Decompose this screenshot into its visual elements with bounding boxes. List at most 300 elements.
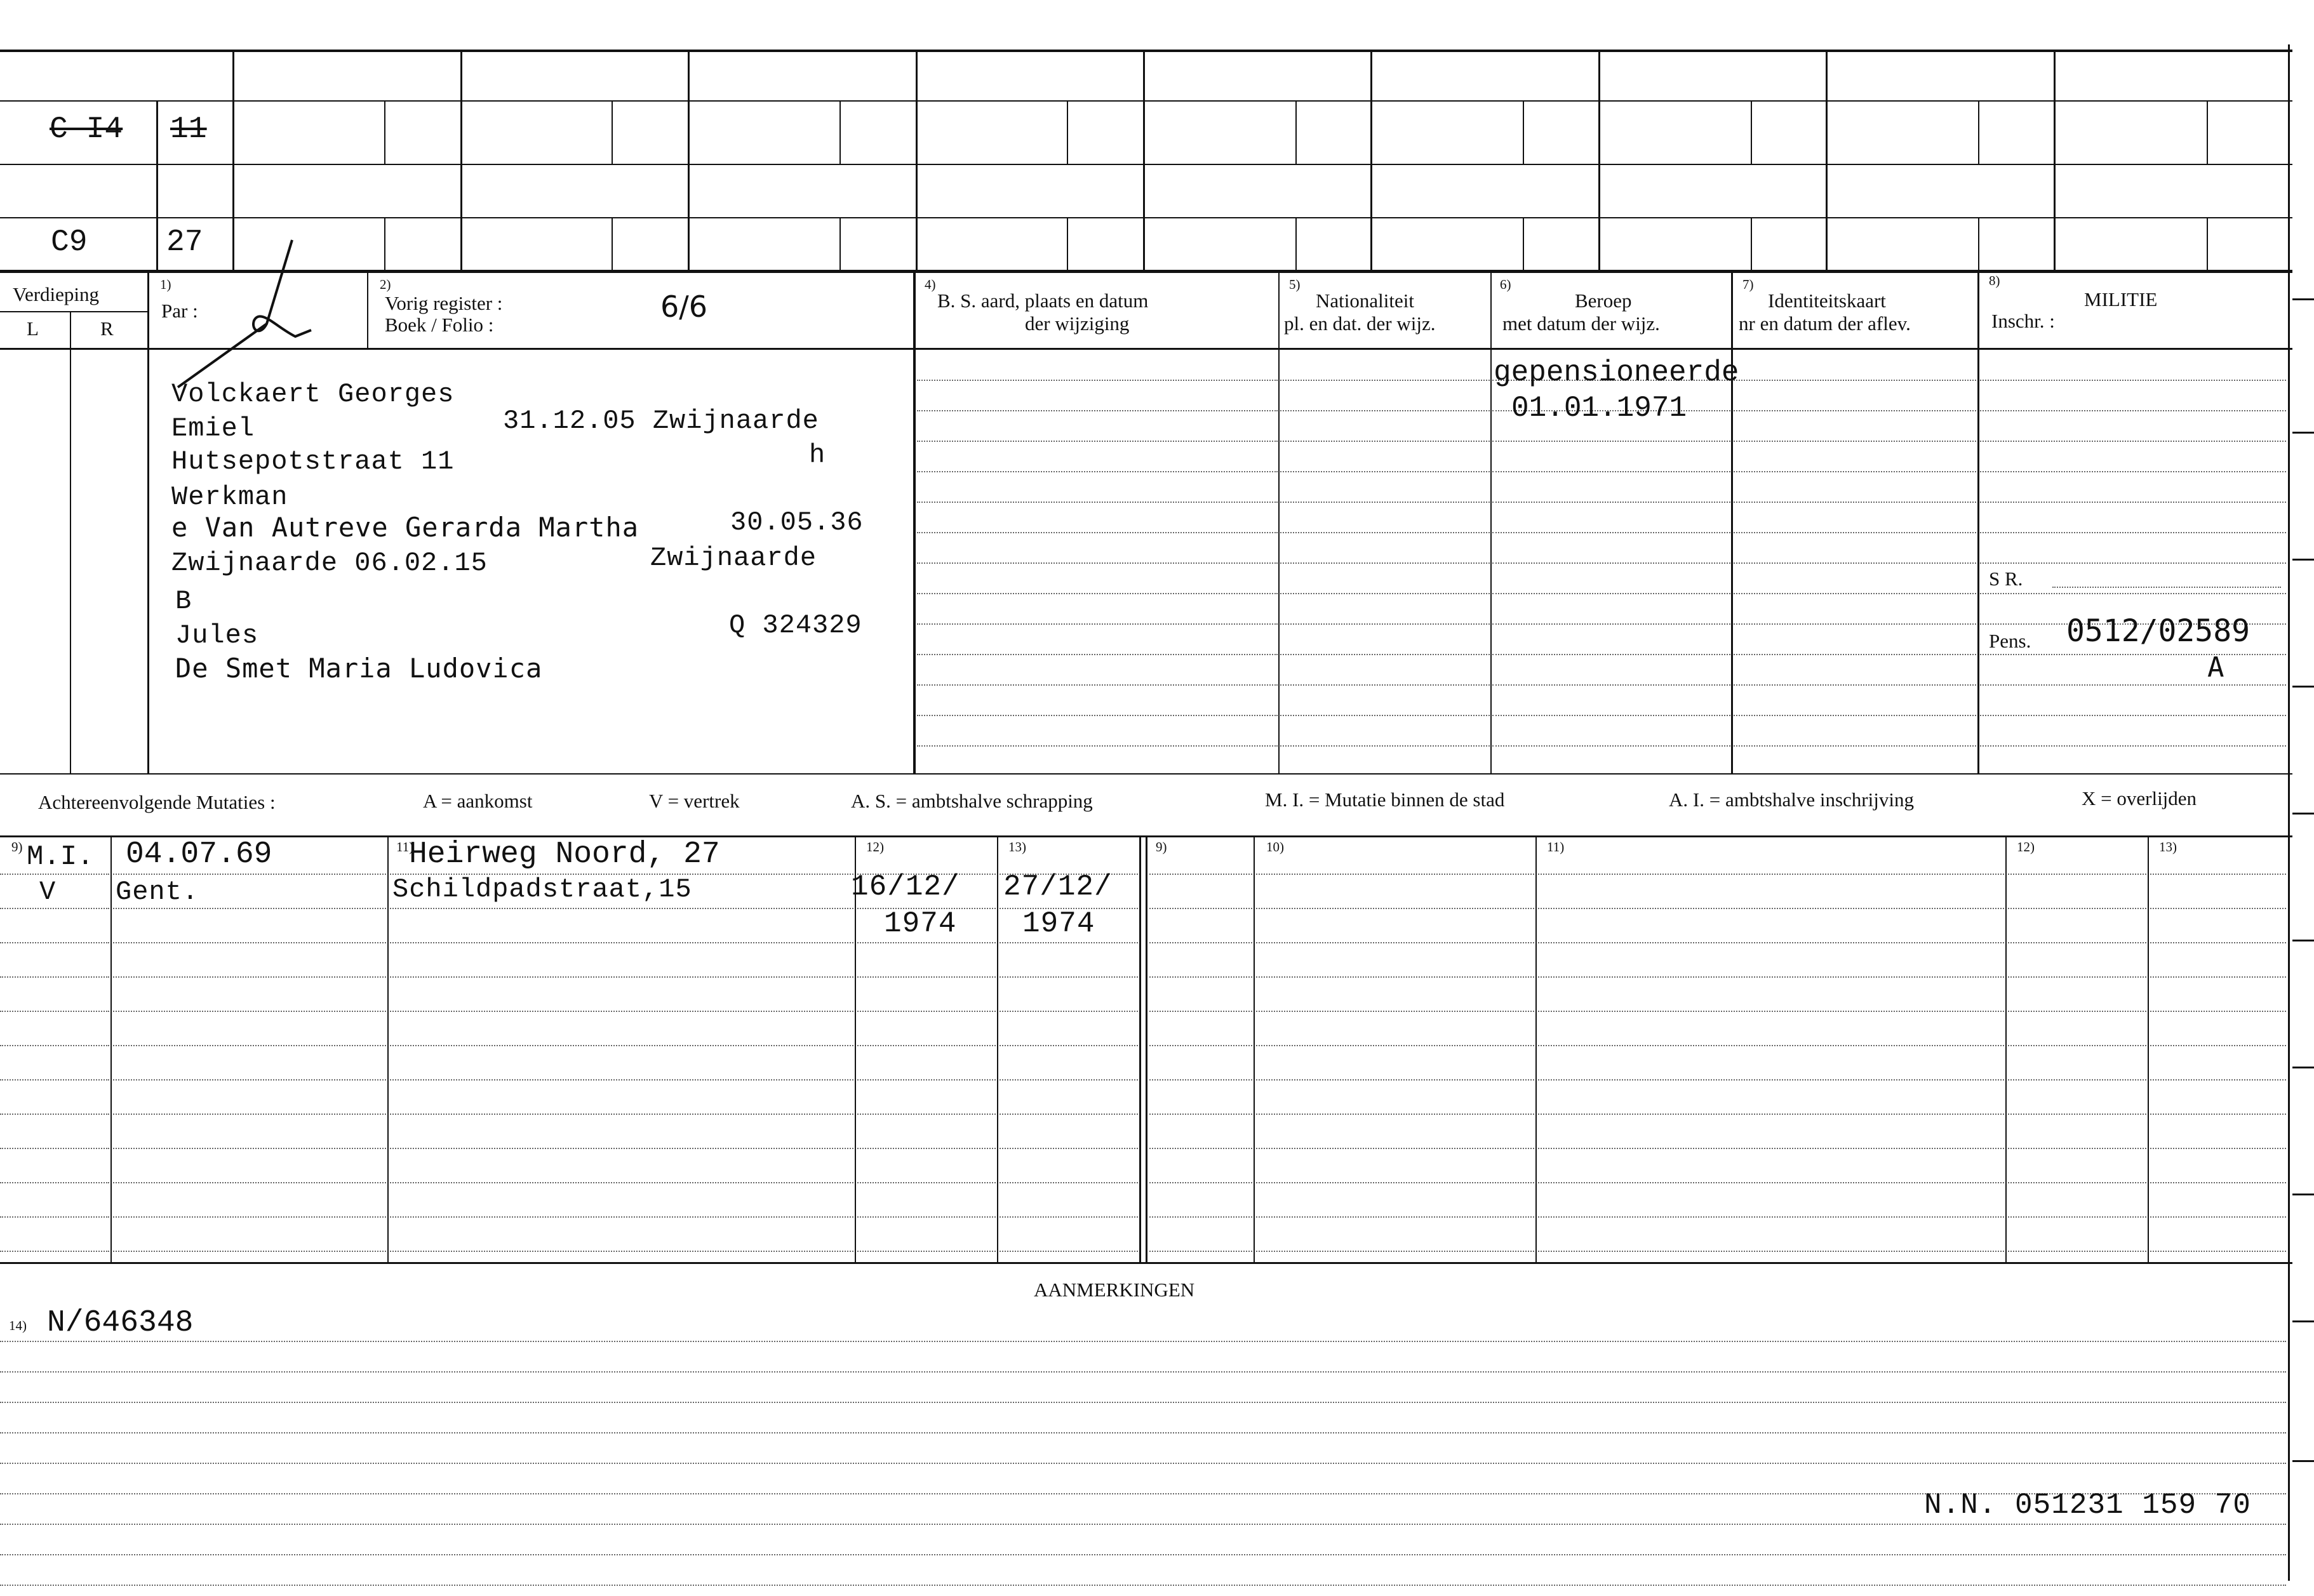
dotted-line (1256, 1216, 1534, 1218)
boek-folio-label: Boek / Folio : (385, 314, 494, 336)
person-spouse-birth: Zwijnaarde 06.02.15 (171, 548, 488, 578)
dotted-line (2008, 1216, 2146, 1218)
dotted-line (1538, 1045, 2004, 1046)
dotted-line (1149, 942, 1252, 943)
dotted-line (390, 1251, 853, 1252)
divider (0, 348, 2292, 350)
note-1: 1) (160, 277, 171, 292)
dotted-line (113, 1251, 386, 1252)
note-2: 2) (380, 277, 391, 292)
divider (2005, 837, 2007, 1263)
dotted-line (1280, 380, 1490, 381)
code-left: C9 (51, 225, 88, 260)
dotted-line (390, 908, 853, 909)
dotted-line (2008, 1079, 2146, 1081)
dotted-line (1980, 715, 2286, 716)
dotted-line (1280, 684, 1490, 686)
dotted-line (1256, 942, 1534, 943)
dotted-line (917, 471, 1278, 472)
dotted-line (1734, 745, 1976, 747)
col-note-12b: 12) (2017, 839, 2035, 855)
dotted-line (0, 1371, 2286, 1373)
legend-title: Achtereenvolgende Mutaties : (38, 791, 276, 813)
person-h: h (809, 440, 826, 470)
dotted-line (390, 1182, 853, 1183)
mutatie-date-1: 04.07.69 (126, 837, 272, 872)
divider (1490, 273, 1492, 775)
dotted-line (1000, 1182, 1138, 1183)
dotted-line (2150, 1114, 2286, 1115)
national-number: N.N. 051231 159 70 (1924, 1489, 2251, 1522)
dotted-line (1980, 654, 2286, 655)
dotted-line (0, 1463, 2286, 1464)
dotted-line (1492, 745, 1730, 747)
divider (1254, 837, 1255, 1263)
nationaliteit-header-1: Nationaliteit (1316, 289, 1414, 312)
dotted-line (1734, 684, 1976, 686)
divider (0, 50, 2292, 52)
note-14: 14) (9, 1318, 27, 1333)
dotted-line (1149, 908, 1252, 909)
dotted-line (1492, 441, 1730, 442)
divider (1751, 100, 1752, 164)
dotted-line (1149, 976, 1252, 978)
dotted-line (113, 1011, 386, 1012)
par-label: Par : (161, 300, 198, 322)
dotted-line (1149, 1011, 1252, 1012)
dotted-line (1492, 684, 1730, 686)
dotted-line (1280, 471, 1490, 472)
divider (384, 217, 385, 272)
dotted-line (1538, 976, 2004, 978)
divider (1535, 837, 1537, 1263)
col-note-10b: 10) (1266, 839, 1284, 855)
dotted-line (857, 1045, 996, 1046)
margin-tick (2292, 559, 2314, 561)
dotted-line (1149, 1045, 1252, 1046)
divider (1295, 100, 1297, 164)
inschr-label: Inschr. : (1991, 310, 2055, 332)
dotted-line (1256, 976, 1534, 978)
dotted-line (1492, 502, 1730, 503)
dotted-line (1000, 1079, 1138, 1081)
dotted-line (917, 684, 1278, 686)
divider (1978, 100, 1979, 164)
dotted-line (1280, 654, 1490, 655)
divider (1370, 51, 1372, 272)
dotted-line (2150, 1011, 2286, 1012)
dotted-line (917, 593, 1278, 594)
dotted-line (113, 908, 386, 909)
divider (1977, 273, 1979, 775)
divider (70, 311, 71, 775)
divider (384, 100, 385, 164)
dotted-line (113, 1148, 386, 1149)
dotted-line (1980, 471, 2286, 472)
dotted-line (857, 1148, 996, 1149)
dotted-line (390, 976, 853, 978)
dotted-line (2008, 1251, 2146, 1252)
dotted-line (1538, 1182, 2004, 1183)
person-given-name: Emiel (171, 413, 255, 444)
person-birth: 31.12.05 Zwijnaarde (503, 406, 819, 436)
mutatie-d12-1: 16/12/ (851, 870, 960, 903)
dotted-line (1256, 874, 1534, 875)
nationaliteit-header-2: pl. en dat. der wijz. (1284, 312, 1436, 335)
dotted-line (0, 1251, 109, 1252)
dotted-line (0, 1341, 2286, 1342)
col-note-9: 9) (11, 839, 23, 855)
col-note-11b: 11) (1547, 839, 1565, 855)
margin-tick (2292, 1320, 2314, 1322)
old-code-right: 11 (170, 112, 207, 147)
dotted-line (1538, 874, 2004, 875)
mutatie-address-2: Schildpadstraat,15 (392, 874, 692, 905)
dotted-line (0, 942, 109, 943)
dotted-line (1149, 874, 1252, 875)
dotted-line (1734, 654, 1976, 655)
dotted-line (0, 1554, 2286, 1555)
dotted-line (1734, 593, 1976, 594)
divider (1731, 273, 1733, 775)
beroep-date: 01.01.1971 (1511, 392, 1687, 425)
dotted-line (1000, 942, 1138, 943)
l-label: L (27, 317, 39, 340)
dotted-line (1980, 410, 2286, 411)
dotted-line (390, 1045, 853, 1046)
dotted-line (1980, 745, 2286, 747)
dotted-line (0, 1079, 109, 1081)
dotted-line (113, 976, 386, 978)
divider (997, 837, 998, 1263)
dotted-line (2008, 908, 2146, 909)
dotted-line (1280, 441, 1490, 442)
divider (2054, 51, 2056, 272)
dotted-line (1492, 532, 1730, 533)
person-mother: De Smet Maria Ludovica (175, 653, 543, 684)
dotted-line (1980, 441, 2286, 442)
divider (839, 217, 841, 272)
dotted-line (857, 1114, 996, 1115)
divider (147, 273, 149, 775)
old-code-left: C-I4 (50, 112, 123, 147)
divider (387, 837, 389, 1263)
dotted-line (113, 874, 386, 875)
divider (1978, 217, 1979, 272)
divider (1523, 100, 1524, 164)
divider (1751, 217, 1752, 272)
legend-x: X = overlijden (2082, 787, 2197, 809)
divider (913, 273, 916, 775)
divider (0, 773, 2292, 775)
divider (0, 311, 149, 312)
divider (0, 217, 2292, 218)
dotted-line (1734, 623, 1976, 625)
person-name: Volckaert Georges (171, 379, 455, 409)
dotted-line (1980, 593, 2286, 594)
identiteitskaart-header-2: nr en datum der aflev. (1739, 312, 1911, 335)
person-spouse: e Van Autreve Gerarda Martha (171, 512, 639, 543)
mutatie-y12-2: 1974 (884, 907, 957, 940)
person-occupation: Werkman (171, 482, 288, 512)
dotted-line (1492, 715, 1730, 716)
dotted-line (1256, 1148, 1534, 1149)
margin-tick (2292, 432, 2314, 434)
legend-v: V = vertrek (649, 790, 740, 812)
dotted-line (1000, 1011, 1138, 1012)
margin-tick (2292, 1460, 2314, 1462)
mutatie-place-2: Gent. (116, 877, 199, 907)
dotted-line (2008, 1182, 2146, 1183)
dotted-line (1538, 1216, 2004, 1218)
divider (1067, 100, 1068, 164)
aanmerkingen-value: N/646348 (47, 1306, 194, 1340)
dotted-line (857, 1251, 996, 1252)
beroep-header-1: Beroep (1575, 289, 1632, 312)
dotted-line (1538, 1114, 2004, 1115)
mutatie-y13-2: 1974 (1022, 907, 1095, 940)
dotted-line (0, 1045, 109, 1046)
col-note-9b: 9) (1156, 839, 1167, 855)
margin-tick (2292, 1194, 2314, 1195)
aanmerkingen-title: AANMERKINGEN (1034, 1279, 1195, 1301)
margin-tick (2292, 813, 2314, 815)
beroep-value: gepensioneerde (1494, 356, 1739, 389)
dotted-line (1492, 562, 1730, 564)
dotted-line (1734, 715, 1976, 716)
bs-header-2: der wijziging (1025, 312, 1130, 335)
dotted-line (390, 942, 853, 943)
dotted-line (1492, 593, 1730, 594)
dotted-line (1280, 502, 1490, 503)
margin-tick (2292, 686, 2314, 688)
divider (1295, 217, 1297, 272)
dotted-line (1734, 441, 1976, 442)
dotted-line (857, 1182, 996, 1183)
divider (460, 51, 462, 272)
dotted-line (1492, 471, 1730, 472)
dotted-line (1538, 908, 2004, 909)
dotted-line (1000, 1251, 1138, 1252)
dotted-line (113, 942, 386, 943)
dotted-line (2150, 942, 2286, 943)
col-note-11: 11) (396, 839, 414, 855)
mutatie-d13-1: 27/12/ (1003, 870, 1113, 903)
dotted-line (1538, 1251, 2004, 1252)
dotted-line (1280, 623, 1490, 625)
dotted-line (1280, 562, 1490, 564)
legend-a: A = aankomst (423, 790, 533, 812)
dotted-line (113, 1045, 386, 1046)
dotted-line (1734, 471, 1976, 472)
dotted-line (0, 1216, 109, 1218)
dotted-line (0, 1114, 109, 1115)
col-note-13: 13) (1008, 839, 1026, 855)
margin-tick (2292, 298, 2314, 300)
dotted-line (857, 1011, 996, 1012)
dotted-line (0, 1011, 109, 1012)
divider (0, 270, 2292, 273)
divider (1598, 51, 1600, 272)
dotted-line (2150, 1251, 2286, 1252)
dotted-line (2008, 976, 2146, 978)
divider (110, 837, 112, 1263)
dotted-line (1734, 410, 1976, 411)
legend-as: A. S. = ambtshalve schrapping (851, 790, 1093, 812)
dotted-line (1492, 654, 1730, 655)
dotted-line (113, 1114, 386, 1115)
dotted-line (1149, 1182, 1252, 1183)
dotted-line (917, 502, 1278, 503)
dotted-line (857, 976, 996, 978)
dotted-line (1000, 1114, 1138, 1115)
dotted-line (917, 623, 1278, 625)
dotted-line (2150, 1148, 2286, 1149)
dotted-line (857, 1079, 996, 1081)
dotted-line (1256, 908, 1534, 909)
person-address: Hutsepotstraat 11 (171, 446, 455, 477)
legend-ai: A. I. = ambtshalve inschrijving (1669, 788, 1914, 811)
dotted-line (1280, 745, 1490, 747)
dotted-line (917, 441, 1278, 442)
dotted-line (113, 1216, 386, 1218)
dotted-line (1280, 715, 1490, 716)
dotted-line (917, 532, 1278, 533)
dotted-line (1538, 1079, 2004, 1081)
dotted-line (1256, 1079, 1534, 1081)
dotted-line (0, 1148, 109, 1149)
dotted-line (2150, 976, 2286, 978)
dotted-line (1280, 593, 1490, 594)
dotted-line (1149, 1251, 1252, 1252)
vorig-register-label: Vorig register : (385, 292, 503, 314)
pens-label: Pens. (1989, 630, 2031, 652)
divider (367, 273, 368, 348)
dotted-line (1256, 1251, 1534, 1252)
dotted-line (1256, 1011, 1534, 1012)
divider (612, 100, 613, 164)
dotted-line (2008, 1114, 2146, 1115)
dotted-line (1492, 623, 1730, 625)
dotted-line (1734, 380, 1976, 381)
dotted-line (1538, 1011, 2004, 1012)
divider (839, 100, 841, 164)
divider (1826, 51, 1828, 272)
pens-value: 0512/02589 (2066, 613, 2250, 649)
note-6: 6) (1500, 277, 1511, 292)
verdieping-label: Verdieping (13, 283, 100, 305)
dotted-line (857, 1216, 996, 1218)
dotted-line (2008, 1011, 2146, 1012)
bs-header-1: B. S. aard, plaats en datum (937, 289, 1149, 312)
dotted-line (1980, 502, 2286, 503)
dotted-line (1256, 1045, 1534, 1046)
person-father: Jules (175, 620, 259, 651)
dotted-line (1000, 1216, 1138, 1218)
margin-tick (2292, 1067, 2314, 1068)
divider (1523, 217, 1524, 272)
dotted-line (1000, 1045, 1138, 1046)
divider (1143, 51, 1145, 272)
divider (2207, 217, 2208, 272)
dotted-line (0, 1402, 2286, 1403)
dotted-line (0, 1585, 2286, 1586)
dotted-line (390, 1079, 853, 1081)
dotted-line (1734, 532, 1976, 533)
dotted-line (2150, 874, 2286, 875)
dotted-line (1538, 942, 2004, 943)
dotted-line (2150, 1045, 2286, 1046)
dotted-line (0, 1524, 2286, 1525)
divider (2288, 44, 2290, 1581)
dotted-line (1980, 532, 2286, 533)
dotted-line (1980, 684, 2286, 686)
dotted-line (1734, 562, 1976, 564)
dotted-line (1980, 380, 2286, 381)
col-note-13b: 13) (2159, 839, 2177, 855)
mutatie-code-2: V (39, 877, 57, 907)
pens-sub: A (2207, 651, 2224, 684)
dotted-line (390, 1148, 853, 1149)
dotted-line (2008, 1148, 2146, 1149)
identiteitskaart-header-1: Identiteitskaart (1768, 289, 1886, 312)
dotted-line (917, 410, 1278, 411)
dotted-line (1000, 1148, 1138, 1149)
dotted-line (0, 1182, 109, 1183)
dotted-line (1280, 410, 1490, 411)
mutatie-address-1: Heirweg Noord, 27 (409, 837, 720, 872)
dotted-line (1256, 1182, 1534, 1183)
legend-mi: M. I. = Mutatie binnen de stad (1265, 788, 1505, 811)
dotted-line (390, 1216, 853, 1218)
dotted-line (1734, 502, 1976, 503)
r-label: R (100, 317, 114, 340)
margin-tick (2292, 940, 2314, 941)
dotted-line (0, 908, 109, 909)
dotted-line (1149, 1148, 1252, 1149)
divider (156, 100, 158, 272)
col-note-12: 12) (866, 839, 884, 855)
dotted-line (1149, 1079, 1252, 1081)
note-7: 7) (1742, 277, 1754, 292)
dotted-line (857, 942, 996, 943)
dotted-line (2008, 874, 2146, 875)
dotted-line (113, 1182, 386, 1183)
dotted-line (917, 380, 1278, 381)
person-b: B (175, 586, 192, 616)
sr-label: S R. (1989, 568, 2023, 590)
divider (1278, 273, 1280, 775)
dotted-line (917, 654, 1278, 655)
dotted-line (2150, 1182, 2286, 1183)
person-code: Q 324329 (729, 610, 862, 641)
dotted-line (113, 1079, 386, 1081)
boek-folio-value: 6/6 (660, 289, 708, 324)
code-right: 27 (166, 225, 203, 260)
dotted-line (2008, 1045, 2146, 1046)
dotted-line (1980, 562, 2286, 564)
note-5: 5) (1289, 277, 1301, 292)
dotted-line (1000, 976, 1138, 978)
note-4: 4) (925, 277, 936, 292)
dotted-line (2150, 1216, 2286, 1218)
divider (688, 51, 690, 272)
dotted-line (1280, 532, 1490, 533)
dotted-line (917, 745, 1278, 747)
dotted-line (917, 715, 1278, 716)
divider (0, 164, 2292, 165)
par-signature-mark (165, 235, 318, 400)
